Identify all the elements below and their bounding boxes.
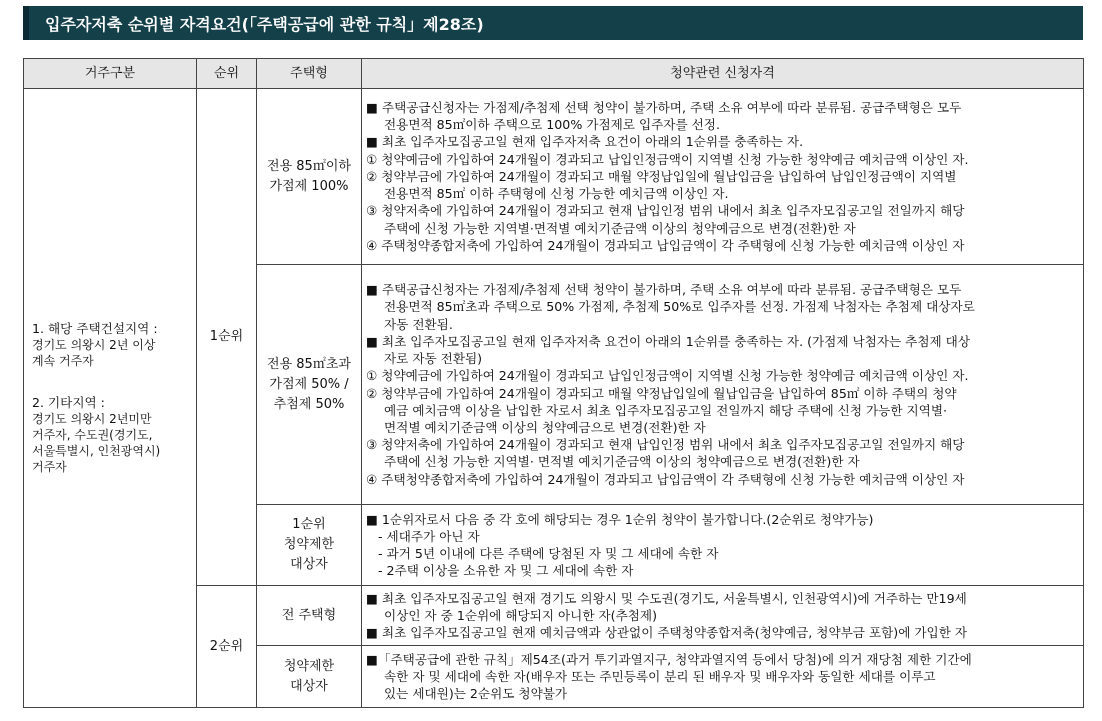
bullet-line: ■ 최초 입주자모집공고일 현재 입주자저축 요건이 아래의 1순위를 충족하는 자. (가점제 낙첨자는 추첨제 대상 bbox=[366, 333, 970, 349]
housing-type-cell bbox=[257, 265, 362, 505]
housing-type-line: 전 주택형 bbox=[281, 607, 337, 623]
numbered-line: ③ 청약저축에 가입하여 24개월이 경과되고 현재 납입인정 범위 내에서 최초 입주자모집공고일 전일까지 해당 bbox=[366, 203, 965, 219]
rank-2-cell: 2순위 bbox=[197, 586, 257, 708]
header-rank: 순위 bbox=[197, 59, 257, 89]
qualification-cell bbox=[362, 265, 1084, 505]
bullet-line: 자동 전환됨. bbox=[384, 316, 453, 332]
numbered-line: 주택에 신청 가능한 지역별· 면적별 예치기준금액 이상의 청약예금으로 변경(전환)한 자 bbox=[384, 454, 860, 470]
numbered-line: ① 청약예금에 가입하여 24개월이 경과되고 납입인정금액이 지역별 신청 가능한 청약예금 예치금액 이상인 자. bbox=[366, 151, 969, 167]
section-title: 입주자저축 순위별 자격요건(「주택공급에 관한 규칙」제28조) bbox=[45, 15, 484, 34]
header-residence: 거주구분 bbox=[24, 59, 197, 89]
housing-type-line: 대상자 bbox=[290, 678, 328, 694]
housing-type-line: 1순위 bbox=[292, 517, 326, 532]
residence-2-title: 2. 기타지역 : bbox=[32, 395, 105, 410]
qualification-cell bbox=[362, 505, 1084, 586]
rank-1-cell: 1순위 bbox=[197, 89, 257, 586]
eligibility-table bbox=[23, 58, 1084, 708]
numbered-line: 전용면적 85㎡ 이하 주택형에 신청 가능한 예치금액 이상인 자. bbox=[384, 186, 729, 202]
bullet-line: ■「주택공급에 관한 규칙」제54조(과거 투기과열지구, 청약과열지역 등에서 당첨)에 의거 재당첨 제한 기간에 bbox=[366, 651, 972, 667]
bullet-line: 전용면적 85㎡이하 주택으로 100% 가점제로 입주자를 선정. bbox=[384, 117, 720, 133]
numbered-line: ④ 주택청약종합저축에 가입하여 24개월이 경과되고 납입금액이 각 주택형에 신청 가능한 예치금액 이상인 자 bbox=[366, 237, 965, 253]
housing-type-cell bbox=[257, 646, 362, 708]
housing-type-line: 대상자 bbox=[290, 557, 328, 572]
header-housing-type: 주택형 bbox=[257, 59, 362, 89]
residence-1-line: 경기도 의왕시 2년 이상 bbox=[32, 338, 156, 352]
header-qualification: 청약관련 신청자격 bbox=[362, 59, 1084, 89]
numbered-line: 면적별 예치기준금액 이상의 청약예금으로 변경(전환)한 자 bbox=[384, 419, 706, 435]
numbered-line: ① 청약예금에 가입하여 24개월이 경과되고 납입인정금액이 지역별 신청 가능한 청약예금 예치금액 이상인 자. bbox=[366, 368, 969, 384]
bullet-line: ■ 주택공급신청자는 가점제/추첨제 선택 청약이 불가하며, 주택 소유 여부에 따라 분류됨. 공급주택형은 모두 bbox=[366, 282, 962, 298]
bullet-line: 이상인 자 중 1순위에 해당되지 아니한 자(추첨제) bbox=[384, 607, 658, 623]
bullet-line: ■ 1순위자로서 다음 중 각 호에 해당되는 경우 1순위 청약이 불가합니다.(2순위로 청약가능) bbox=[366, 511, 874, 527]
numbered-line: 주택에 신청 가능한 지역별·면적별 예치기준금액 이상의 청약예금으로 변경(전환)한 자 bbox=[384, 220, 856, 236]
residence-cell bbox=[24, 89, 197, 708]
residence-1-line: 계속 거주자 bbox=[32, 354, 94, 368]
qualification-cell bbox=[362, 646, 1084, 708]
housing-type-line: 가점제 100% bbox=[269, 178, 349, 194]
residence-1-title: 1. 해당 주택건설지역 : bbox=[32, 321, 158, 336]
housing-type-line: 전용 85㎡이하 bbox=[267, 158, 351, 174]
bullet-line: 전용면적 85㎡초과 주택으로 50% 가점제, 추첨제 50%로 입주자를 선정. 가점제 낙첨자는 추첨제 대상자로 bbox=[384, 299, 975, 315]
housing-type-cell bbox=[257, 505, 362, 586]
bullet-line: ■ 주택공급신청자는 가점제/추첨제 선택 청약이 불가하며, 주택 소유 여부에 따라 분류됨. 공급주택형은 모두 bbox=[366, 100, 962, 116]
housing-type-line: 전용 85㎡초과 bbox=[267, 356, 351, 372]
bullet-line: ■ 최초 입주자모집공고일 현재 예치금액과 상관없이 주택청약종합저축(청약예금, 청약부금 포함)에 가입한 자 bbox=[366, 625, 968, 641]
residence-2-line: 서울특별시, 인천광역시) bbox=[32, 444, 161, 458]
bullet-line: 속한 자 및 세대에 속한 자(배우자 또는 주민등록이 분리 된 배우자 및 배우자와 동일한 세대를 이루고 bbox=[384, 668, 936, 684]
qualification-cell bbox=[362, 89, 1084, 265]
qualification-cell bbox=[362, 586, 1084, 646]
residence-2-line: 경기도 의왕시 2년미만 bbox=[32, 412, 152, 426]
section-title-bar bbox=[23, 6, 1083, 40]
numbered-line: ② 청약부금에 가입하여 24개월이 경과되고 매월 약정납입일에 월납입금을 납입하여 납입인정금액이 지역별 bbox=[366, 168, 957, 184]
table-header-row bbox=[24, 59, 1084, 89]
housing-type-line: 청약제한 bbox=[283, 537, 335, 552]
residence-2-line: 거주자 bbox=[32, 460, 67, 474]
numbered-line: ③ 청약저축에 가입하여 24개월이 경과되고 현재 납입인정 범위 내에서 최초 입주자모집공고일 전일까지 해당 bbox=[366, 437, 965, 453]
housing-type-line: 가점제 50% / bbox=[269, 376, 349, 392]
numbered-line: 예금 예치금액 이상을 납입한 자로서 최초 입주자모집공고일 전일까지 해당 주택에 신청 가능한 지역별· bbox=[384, 402, 947, 418]
dash-line: - 과거 5년 이내에 다른 주택에 당첨된 자 및 그 세대에 속한 자 bbox=[378, 546, 719, 561]
housing-type-cell bbox=[257, 586, 362, 646]
dash-line: - 2주택 이상을 소유한 자 및 그 세대에 속한 자 bbox=[378, 563, 634, 579]
residence-2-line: 거주자, 수도권(경기도, bbox=[32, 428, 153, 442]
bullet-line: 자로 자동 전환됨) bbox=[384, 351, 483, 367]
housing-type-line: 추첨제 50% bbox=[273, 396, 345, 412]
bullet-line: 있는 세대원)는 2순위도 청약불가 bbox=[384, 686, 568, 702]
numbered-line: ② 청약부금에 가입하여 24개월이 경과되고 매월 약정납입일에 월납입금을 납입하여 85㎡ 이하 주택의 청약 bbox=[366, 385, 957, 401]
dash-line: - 세대주가 아닌 자 bbox=[378, 528, 480, 544]
housing-type-cell bbox=[257, 89, 362, 265]
numbered-line: ④ 주택청약종합저축에 가입하여 24개월이 경과되고 납입금액이 각 주택형에 신청 가능한 예치금액 이상인 자 bbox=[366, 471, 965, 487]
bullet-line: ■ 최초 입주자모집공고일 현재 경기도 의왕시 및 수도권(경기도, 서울특별시, 인천광역시)에 거주하는 만19세 bbox=[366, 590, 967, 606]
table-row bbox=[24, 89, 1084, 265]
housing-type-line: 청약제한 bbox=[283, 658, 335, 674]
bullet-line: ■ 최초 입주자모집공고일 현재 입주자저축 요건이 아래의 1순위를 충족하는 자. bbox=[366, 134, 804, 150]
